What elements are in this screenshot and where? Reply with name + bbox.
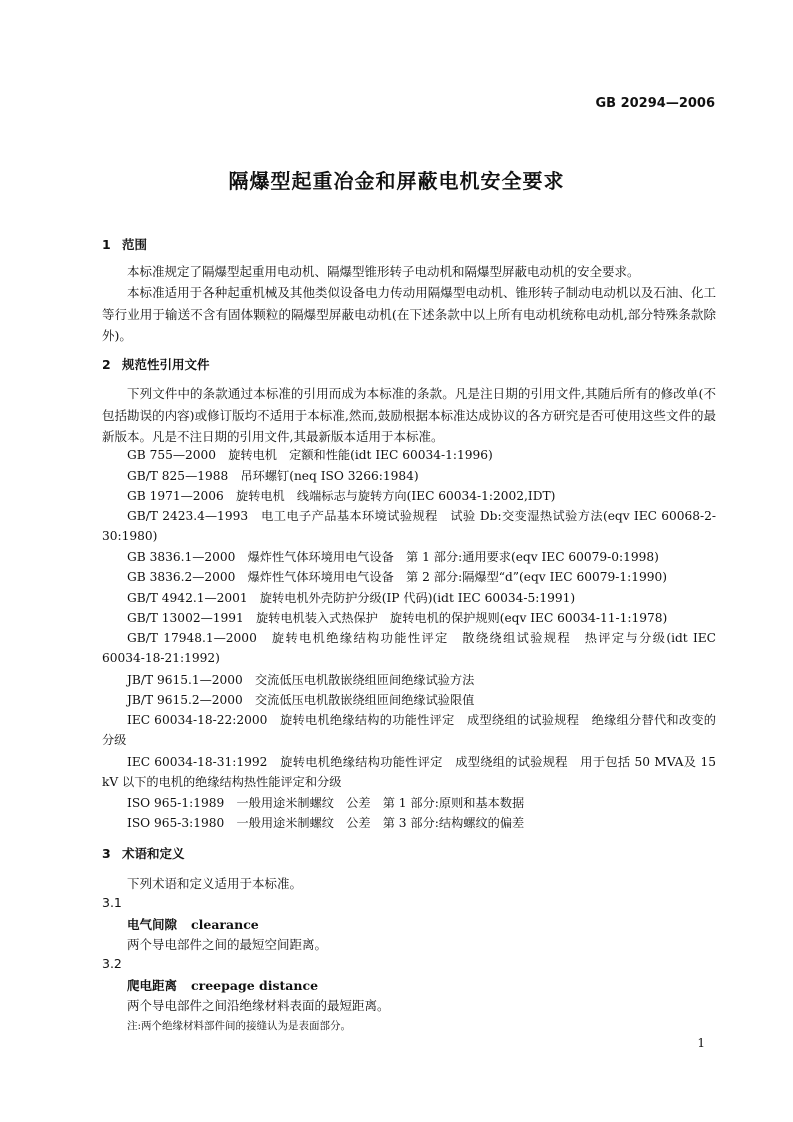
term-definition: 两个导电部件之间的最短空间距离。: [127, 937, 328, 952]
reference-item: ISO 965-1:1989 一般用途米制螺纹 公差 第 1 部分:原则和基本数据: [127, 796, 525, 810]
clause-number: 3.2: [102, 956, 122, 971]
reference-item: JB/T 9615.1—2000 交流低压电机散嵌绕组匝间绝缘试验方法: [127, 673, 475, 687]
reference-item: GB/T 2423.4—1993 电工电子产品基本环境试验规程 试验 Db:交变湿热试验方法(eqv IEC 60068-2-30:1980): [102, 509, 716, 543]
section-title: 范围: [122, 237, 148, 252]
reference-item: ISO 965-3:1980 一般用途米制螺纹 公差 第 3 部分:结构螺纹的偏差: [127, 816, 525, 830]
reference-item: GB/T 825—1988 吊环螺钉(neq ISO 3266:1984): [127, 469, 419, 483]
section-1-heading: [102, 235, 147, 253]
reference-item: JB/T 9615.2—2000 交流低压电机散嵌绕组匝间绝缘试验限值: [127, 693, 475, 707]
reference-item: IEC 60034-18-22:2000 旋转电机绝缘结构的功能性评定 成型绕组的试验规程 绝缘组分替代和改变的分级: [102, 713, 716, 747]
section-3-intro: 下列术语和定义适用于本标准。: [127, 876, 303, 891]
standard-number: GB 20294—2006: [595, 96, 715, 111]
term-chinese: 爬电距离: [127, 978, 178, 993]
reference-item: GB/T 17948.1—2000 旋转电机绝缘结构功能性评定 散绕绕组试验规程 热评定与分级(idt IEC 60034-18-21:1992): [102, 631, 716, 665]
reference-item: GB/T 13002—1991 旋转电机装入式热保护 旋转电机的保护规则(eqv IEC 60034-11-1:1978): [127, 611, 668, 625]
term-note: 注:两个绝缘材料部件间的接缝认为是表面部分。: [127, 1020, 352, 1032]
section-2-heading: [102, 355, 210, 373]
section-number: 3: [102, 846, 111, 861]
reference-item: IEC 60034-18-31:1992 旋转电机绝缘结构功能性评定 成型绕组的试验规程 用于包括 50 MVA及 15 kV 以下的电机的绝缘结构热性能评定和分级: [102, 755, 716, 789]
section-number: 1: [102, 237, 111, 252]
term-definition: 两个导电部件之间沿绝缘材料表面的最短距离。: [127, 998, 390, 1013]
reference-item: GB 3836.2—2000 爆炸性气体环境用电气设备 第 2 部分:隔爆型“d”(eqv IEC 60079-1:1990): [127, 570, 667, 584]
section-title: 规范性引用文件: [122, 357, 210, 372]
term-english: clearance: [191, 917, 259, 932]
term-heading: [127, 976, 318, 994]
section-3-heading: [102, 844, 185, 862]
reference-item: GB/T 4942.1—2001 旋转电机外壳防护分级(IP 代码)(idt IEC 60034-5:1991): [127, 591, 576, 605]
term-chinese: 电气间隙: [127, 917, 178, 932]
reference-item: GB 1971—2006 旋转电机 线端标志与旋转方向(IEC 60034-1:2002,IDT): [127, 489, 556, 503]
section-2-intro: 下列文件中的条款通过本标准的引用而成为本标准的条款。凡是注日期的引用文件,其随后所有的修改单(不包括勘误的内容)或修订版均不适用于本标准,然而,鼓励根据本标准达成协议的各方研究是否可使用这些文件的最新版本。凡是不注日期的引用文件,其最新版本适用于本标准。: [102, 386, 716, 444]
page-number: 1: [697, 1036, 705, 1050]
section-1-paragraph: 本标准适用于各种起重机械及其他类似设备电力传动用隔爆型电动机、锥形转子制动电动机以及石油、化工等行业用于输送不含有固体颗粒的隔爆型屏蔽电动机(在下述条款中以上所有电动机统称电动机,部分特殊条款除外)。: [102, 285, 716, 343]
section-number: 2: [102, 357, 111, 372]
clause-number: 3.1: [102, 895, 122, 910]
section-1-paragraph: 本标准规定了隔爆型起重用电动机、隔爆型锥形转子电动机和隔爆型屏蔽电动机的安全要求。: [127, 264, 640, 279]
term-english: creepage distance: [191, 978, 319, 993]
document-title: 隔爆型起重冶金和屏蔽电机安全要求: [228, 169, 565, 193]
term-heading: [127, 915, 259, 933]
reference-item: GB 755—2000 旋转电机 定额和性能(idt IEC 60034-1:1996): [127, 448, 493, 462]
section-title: 术语和定义: [122, 846, 185, 861]
reference-item: GB 3836.1—2000 爆炸性气体环境用电气设备 第 1 部分:通用要求(eqv IEC 60079-0:1998): [127, 550, 659, 564]
